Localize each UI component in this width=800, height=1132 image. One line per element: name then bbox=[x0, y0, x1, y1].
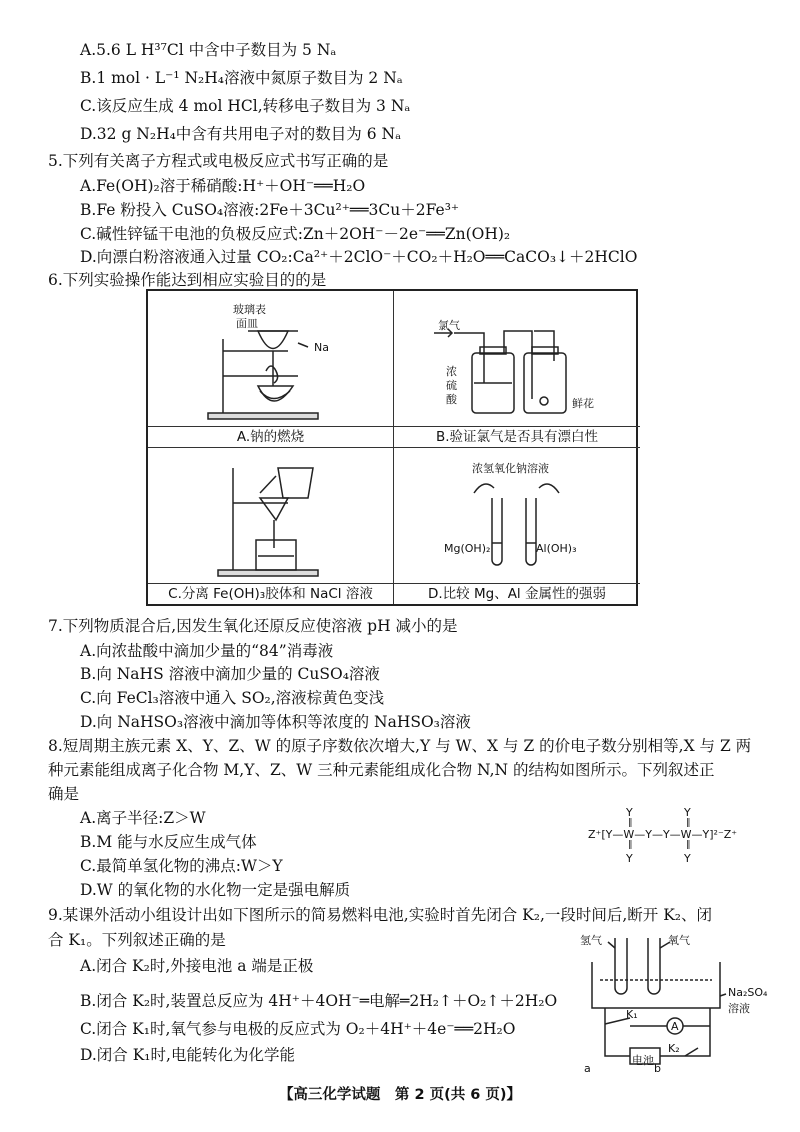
label-b: b bbox=[654, 1062, 661, 1075]
q8-option-b: B.M 能与水反应生成气体 bbox=[80, 833, 257, 851]
label-watch-glass-2: 面皿 bbox=[236, 317, 258, 330]
q8-stem-line-2: 种元素能组成离子化合物 M,Y、Z、W 三种元素能组成化合物 N,N 的结构如图所示。下列叙述正 bbox=[48, 761, 715, 779]
q9-fuel-cell-diagram bbox=[570, 928, 780, 1076]
q5-option-b: B.Fe 粉投入 CuSO₄溶液:2Fe＋3Cu²⁺══3Cu＋2Fe³⁺ bbox=[80, 201, 460, 219]
q8-stem-line-1: 8.短周期主族元素 X、Y、Z、W 的原子序数依次增大,Y 与 W、X 与 Z 的价电子数分别相等,X 与 Z 两 bbox=[48, 737, 752, 755]
q9-option-a: A.闭合 K₂时,外接电池 a 端是正极 bbox=[80, 957, 314, 975]
q4-option-c: C.该反应生成 4 mol HCl,转移电子数目为 3 Nₐ bbox=[80, 97, 411, 115]
q8-option-a: A.离子半径:Z＞W bbox=[80, 809, 206, 827]
chlorine-bleach-apparatus bbox=[394, 291, 640, 428]
label-naoh: 浓氢氧化钠溶液 bbox=[472, 462, 549, 475]
q4-option-a: A.5.6 L H³⁷Cl 中含中子数目为 5 Nₐ bbox=[80, 41, 337, 59]
q6-cell-c bbox=[148, 448, 394, 604]
q6-caption-b: B.验证氯气是否具有漂白性 bbox=[394, 426, 640, 447]
label-conc-2: 硫 bbox=[446, 379, 457, 392]
q7-option-a: A.向浓盐酸中滴加少量的“84”消毒液 bbox=[80, 642, 334, 660]
q7-option-b: B.向 NaHS 溶液中滴加少量的 CuSO₄溶液 bbox=[80, 665, 380, 683]
q5-option-c: C.碱性锌锰干电池的负极反应式:Zn＋2OH⁻－2e⁻══Zn(OH)₂ bbox=[80, 225, 511, 243]
q6-caption-d: D.比较 Mg、Al 金属性的强弱 bbox=[394, 583, 640, 604]
q8-option-c: C.最简单氢化物的沸点:W＞Y bbox=[80, 857, 283, 875]
label-k1: K₁ bbox=[626, 1008, 638, 1021]
label-na2so4: Na₂SO₄ bbox=[728, 986, 768, 999]
q6-caption-a: A.钠的燃烧 bbox=[148, 426, 393, 447]
structure-top-y-1: Y bbox=[626, 806, 633, 819]
page-footer: 【高三化学试题 第 2 页(共 6 页)】 bbox=[278, 1087, 522, 1103]
q9-option-d: D.闭合 K₁时,电能转化为化学能 bbox=[80, 1046, 295, 1064]
label-hydrogen: 氢气 bbox=[580, 934, 602, 947]
q6-cell-d bbox=[394, 448, 640, 604]
sodium-burning-apparatus bbox=[148, 291, 394, 428]
fuel-cell-drawing bbox=[570, 928, 780, 1076]
label-na: Na bbox=[314, 341, 329, 354]
q5-stem: 5.下列有关离子方程式或电极反应式书写正确的是 bbox=[48, 152, 389, 170]
label-chlorine: 氯气 bbox=[438, 319, 460, 332]
label-al-oh3: Al(OH)₃ bbox=[536, 542, 577, 555]
test-tubes-apparatus bbox=[394, 448, 640, 584]
q8-option-d: D.W 的氧化物的水化物一定是强电解质 bbox=[80, 881, 351, 899]
q8-structure: Y Y ‖ ‖ Z⁺[Y—W—Y—Y—W—Y]²⁻Z⁺ ‖ ‖ Y Y bbox=[588, 806, 738, 865]
label-watch-glass-1: 玻璃表 bbox=[233, 303, 266, 316]
label-ammeter: A bbox=[671, 1020, 679, 1033]
q7-stem: 7.下列物质混合后,因发生氧化还原反应使溶液 pH 减小的是 bbox=[48, 617, 458, 635]
q4-option-b: B.1 mol · L⁻¹ N₂H₄溶液中氮原子数目为 2 Nₐ bbox=[80, 69, 403, 87]
q6-caption-c: C.分离 Fe(OH)₃胶体和 NaCl 溶液 bbox=[148, 583, 393, 604]
label-solution: 溶液 bbox=[728, 1002, 750, 1015]
q9-stem-line-2: 合 K₁。下列叙述正确的是 bbox=[48, 931, 226, 949]
q7-option-c: C.向 FeCl₃溶液中通入 SO₂,溶液棕黄色变浅 bbox=[80, 689, 385, 707]
q9-option-b: B.闭合 K₂时,装置总反应为 4H⁺＋4OH⁻═电解═2H₂↑＋O₂↑＋2H₂O bbox=[80, 992, 558, 1010]
label-battery: 电池 bbox=[632, 1054, 654, 1067]
label-a: a bbox=[584, 1062, 591, 1075]
filtration-apparatus bbox=[148, 448, 394, 584]
q7-option-d: D.向 NaHSO₃溶液中滴加等体积等浓度的 NaHSO₃溶液 bbox=[80, 713, 471, 731]
label-conc-3: 酸 bbox=[446, 393, 457, 406]
label-conc-1: 浓 bbox=[446, 365, 457, 378]
q6-cell-a bbox=[148, 291, 394, 448]
label-mg-oh2: Mg(OH)₂ bbox=[444, 542, 491, 555]
label-oxygen: 氧气 bbox=[668, 934, 690, 947]
structure-bottom-y-1: Y bbox=[626, 852, 633, 865]
q8-stem-line-3: 确是 bbox=[48, 785, 80, 803]
q5-option-a: A.Fe(OH)₂溶于稀硝酸:H⁺＋OH⁻══H₂O bbox=[80, 177, 366, 195]
label-fresh-flower: 鲜花 bbox=[572, 397, 594, 410]
structure-top-y-2: Y bbox=[684, 806, 691, 819]
structure-bottom-y-2: Y bbox=[684, 852, 691, 865]
q6-cell-b bbox=[394, 291, 640, 448]
label-k2: K₂ bbox=[668, 1042, 680, 1055]
q6-figure-grid bbox=[146, 289, 638, 606]
q9-option-c: C.闭合 K₁时,氧气参与电极的反应式为 O₂＋4H⁺＋4e⁻══2H₂O bbox=[80, 1020, 516, 1038]
q6-stem: 6.下列实验操作能达到相应实验目的的是 bbox=[48, 271, 327, 289]
q5-option-d: D.向漂白粉溶液通入过量 CO₂:Ca²⁺＋2ClO⁻＋CO₂＋H₂O══CaCO₃↓＋2HClO bbox=[80, 248, 638, 266]
q9-stem-line-1: 9.某课外活动小组设计出如下图所示的简易燃料电池,实验时首先闭合 K₂,一段时间后,断开 K₂、闭 bbox=[48, 906, 713, 924]
structure-main-chain: Z⁺[Y—W—Y—Y—W—Y]²⁻Z⁺ bbox=[588, 828, 738, 841]
q4-option-d: D.32 g N₂H₄中含有共用电子对的数目为 6 Nₐ bbox=[80, 125, 402, 143]
